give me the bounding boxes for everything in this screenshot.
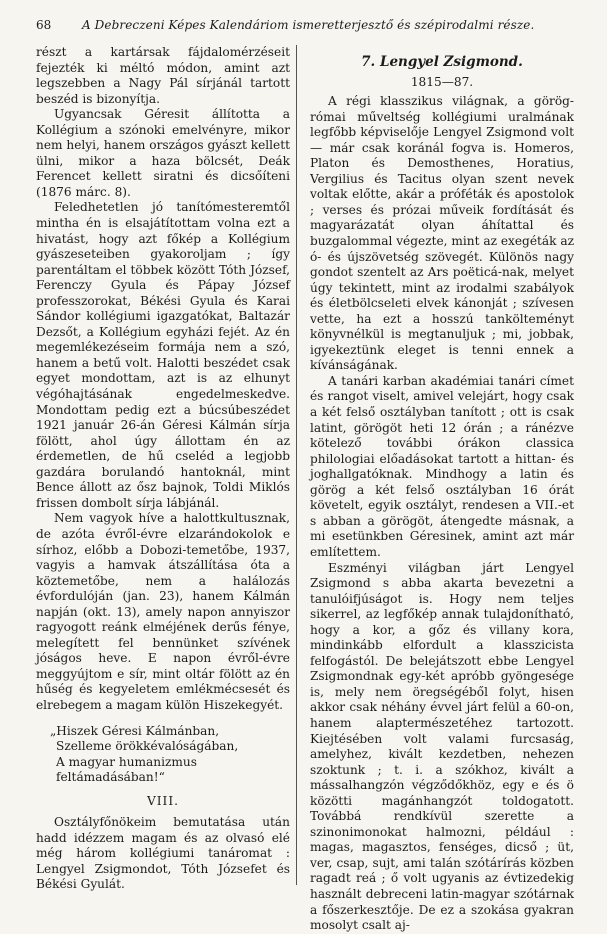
poem-line-3: A magyar humanizmus feltámadásában!“ — [56, 754, 197, 785]
poem-line-2: Szelleme örökkévalóságában, — [56, 739, 239, 754]
left-paragraph-3: Feledhetetlen jó tanítómesteremtől mintha én is elsajátítottam volna ezt a hivatást, hogy azt főkép a Kollégium gyászeseteiben gyakoroljam ; így parentáltam el többek között Tóth József, Ferenczy Gyula és Pápay József professzorokat, Békési Gyula és Karai Sándor kollégiumi igazgatókat, Baltazár Dezsőt, a Kollégium egyházi fejét. Az én megemlékezéseim formája nem a szó, hanem a betű volt. Halotti beszédet csak egyet mondottam, azt is az elhunyt végóhajtásának engedelmeskedve. Mondottam pedig ezt a búcsúbeszédet 1921 január 26-án Géresi Kálmán sírja fölött, ahol úgy állottam én az érdemetlen, de hű cseléd a legjobb gazdára borulandó hantoknál, mint Bence állott az ősz bajnok, Toldi Miklós frissen dombolt sírja lábjánál. — [36, 200, 290, 510]
column-divider — [296, 45, 297, 885]
article-title: 7. Lengyel Zsigmond. — [361, 54, 523, 70]
left-paragraph-5: Osztályfőnökeim bemutatása után hadd idézzem magam és az olvasó elé még három kollégiumi tanáromat : Lengyel Zsigmondot, Tóth Józsefet és Békési Gyulát. — [36, 815, 290, 892]
article-years: 1815—87. — [410, 74, 474, 89]
page-number: 68 — [36, 18, 52, 32]
left-column — [36, 45, 290, 893]
right-paragraph-1: A régi klasszikus világnak, a görög-római műveltség kollégiumi uralmának legfőbb képviselője Lengyel Zsigmond volt — már csak koránál fogva is. Homeros, Platon és Demosthenes, Horatius, Vergilius és Tacitus olyan szent nevek voltak előtte, akár a próféták és apostolok ; verses és prózai műveik fordítását és magyarázatát olyan áhítattal és buzgalommal végezte, mint az exegéták az ó- és újszövetség szövegét. Különös nagy gondot szentelt az Ars poëticá-nak, melyet úgy tekintett, mint az irodalmi szabályok és életbölcseleti elvek kánonját ; szívesen vette, ha ezt a hosszú tankölteményt könyvnélkül is megtanuljuk ; mi, jobbak, igyekeztünk eleget is tenni ennek a kívánságának. — [310, 94, 574, 373]
right-paragraph-3: Eszményi világban járt Lengyel Zsigmond s abba akarta bevezetni a tanulóifjúságot is. Hogy nem teljes sikerrel, az legfőkép annak tulajdonítható, hogy a kor, a gőz és villany kora, mindinkább elfordult a klasszicista felfogástól. De belejátszott ebbe Lengyel Zsigmondnak egy-két apróbb gyöngesége is, mely nem öregségéből folyt, hisen akkor csak néhány évvel járt felül a 60-on, hanem alaptermészetéhez tartozott. Kiejtésében volt valami furcsaság, amelyhez, kivált kezdetben, nehezen szoktunk ; t. i. a szókhoz, kivált a mássalhangzón végződőkhöz, egy e és ö közötti magánhangzót toldogatott. Továbbá rendkívül szerette a szinonimonokat halmozni, például : magas, magasztos, fenséges, dicső ; üt, ver, csap, sujt, ami talán szótárírás közben ragadt reá ; ő volt ugyanis az évtizedekig használt debreceni latin-magyar szótárnak a főszerkesztője. De ez a szokása gyakran mosolyt csalt aj- — [310, 560, 574, 933]
poem-line-1: „Hiszek Géresi Kálmánban, — [50, 723, 220, 738]
right-paragraph-2: A tanári karban akadémiai tanári címet és rangot viselt, amivel velejárt, hogy csak a két felső osztályban tanított ; ott is csak latint, görögöt heti 12 órán ; a ránézve kötelező további órákon classica philologiai előadásokat tartott a hittan- és joghallgatóknak. Mindhogy a latin és görög a két felső osztályban 16 órát követelt, egyik osztályt, rendesen a VII.-et s abban a görögöt, átengedte másnak, a mi esetünkben Géresinek, amint azt már említettem. — [310, 373, 574, 559]
left-paragraph-4: Nem vagyok híve a halottkultusznak, de azóta évről-évre elzarándokolok e sírhoz, előbb a Dobozi-temetőbe, 1937, vagyis a hamvak átszállítása óta a köztemetőbe, nem a halálozás évfordulóján (jan. 23), hanem Kálmán napján (okt. 13), amely napon annyiszor ragyogott reánk elméjének derűs fénye, melegített fel bennünket szívének jóságos heve. E napon évről-évre meggyújtom e sír, mint oltár fölött az én hűség és kegyeletem emlékmécsesét és elrebegem a magam külön Hiszekegyét. — [36, 511, 290, 712]
left-paragraph-2: Ugyancsak Géresit állította a Kollégium a szónoki emelvényre, mikor nem helyi, hanem országos gyászt kellett ülni, mikor a haza bölcsét, Deák Ferencet kellett siratni és dicsőíteni (1876 márc. 8). — [36, 107, 290, 199]
creed-poem — [36, 724, 290, 786]
left-paragraph-1: részt a kartársak fájdalomérzéseit fejezték ki méltó módon, amint azt legszebben a Nagy Pál sírjánál tartott beszéd is bizonyítja. — [36, 45, 290, 106]
section-number: VIII. — [146, 793, 179, 808]
page-header — [36, 18, 577, 38]
right-column — [310, 45, 574, 934]
running-title: A Debreczeni Képes Kalendáriom ismeretterjesztő és szépirodalmi része. — [82, 18, 535, 32]
